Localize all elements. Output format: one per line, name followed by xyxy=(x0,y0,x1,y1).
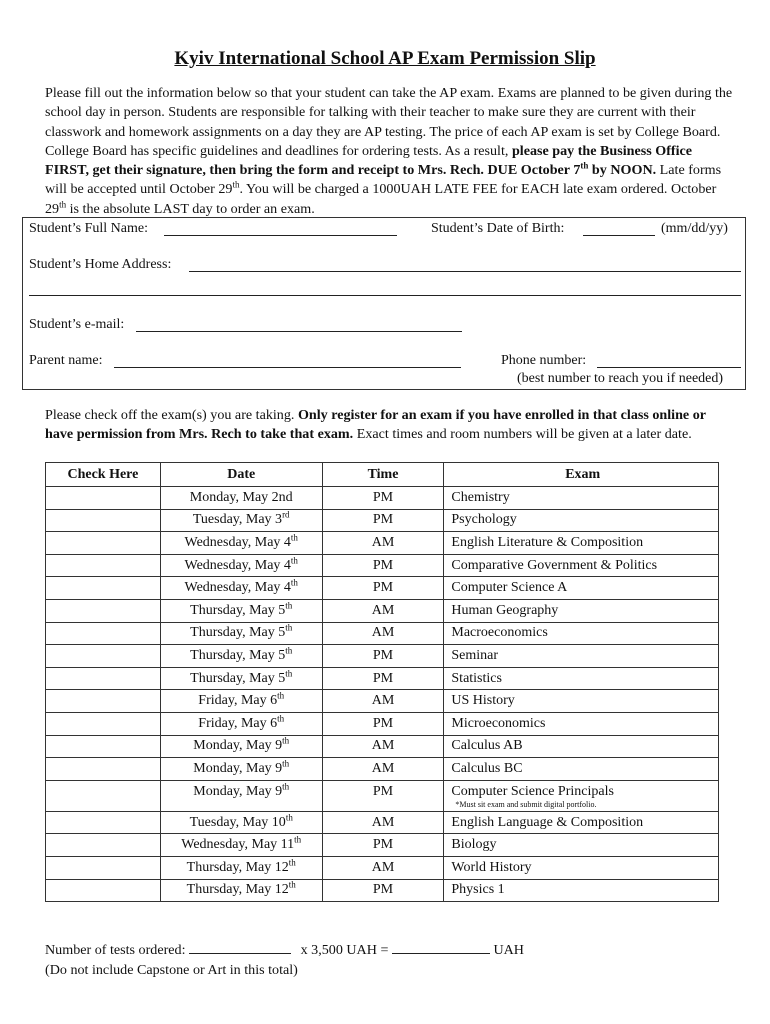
exam-cell xyxy=(444,599,719,622)
time-cell: AM xyxy=(322,758,444,781)
exam-cell xyxy=(444,577,719,600)
date-cell xyxy=(160,758,322,781)
intro-text-2: Late forms will be accepted until October 29 xyxy=(45,162,722,198)
date-cell xyxy=(160,622,322,645)
exam-instructions-text-1: Please check off the exam(s) you are taking. xyxy=(45,407,298,423)
intro-bold-sup: th xyxy=(580,160,589,171)
table-row xyxy=(46,712,719,735)
header-check-here: Check Here xyxy=(46,463,161,487)
exam-cell xyxy=(444,667,719,690)
price-multiplier: x 3,500 UAH = xyxy=(300,942,389,958)
check-cell[interactable] xyxy=(46,487,161,510)
date-text: Monday, May 2nd xyxy=(189,489,293,505)
check-cell[interactable] xyxy=(46,712,161,735)
header-time: Time xyxy=(322,463,444,487)
intro-paragraph xyxy=(45,84,735,219)
exam-cell xyxy=(444,780,719,811)
tests-ordered-label: Number of tests ordered: xyxy=(45,942,186,958)
exam-cell xyxy=(444,622,719,645)
tests-ordered-note: (Do not include Capstone or Art in this total) xyxy=(45,962,298,978)
date-ordinal: th xyxy=(282,781,290,792)
exam-cell xyxy=(444,532,719,555)
time-cell: PM xyxy=(322,509,444,532)
check-cell[interactable] xyxy=(46,645,161,668)
exam-table-body xyxy=(46,487,719,902)
time-cell: AM xyxy=(322,622,444,645)
check-cell[interactable] xyxy=(46,577,161,600)
date-text: Monday, May 9 xyxy=(193,760,283,776)
exam-instructions-text-2: Exact times and room numbers will be given at a later date. xyxy=(353,426,692,443)
phone-field[interactable] xyxy=(597,367,741,368)
footer xyxy=(45,940,524,980)
full-name-field[interactable] xyxy=(164,235,397,236)
exam-table xyxy=(45,462,719,902)
date-cell xyxy=(160,856,322,879)
total-currency: UAH xyxy=(493,942,524,958)
table-row xyxy=(46,622,719,645)
exam-name: World History xyxy=(451,859,532,875)
parent-name-field[interactable] xyxy=(114,367,461,368)
address-field-line-2[interactable] xyxy=(29,295,741,296)
table-header-row xyxy=(46,463,719,487)
date-cell xyxy=(160,577,322,600)
page-title: Kyiv International School AP Exam Permission Slip xyxy=(174,48,596,69)
date-ordinal: th xyxy=(282,735,290,746)
date-text: Tuesday, May 10 xyxy=(189,814,286,830)
time-cell: AM xyxy=(322,599,444,622)
check-cell[interactable] xyxy=(46,667,161,690)
table-row xyxy=(46,834,719,857)
exam-name: US History xyxy=(451,693,515,709)
intro-bold-deadline: by NOON. xyxy=(588,162,657,179)
table-row xyxy=(46,645,719,668)
date-cell xyxy=(160,735,322,758)
tests-ordered-field[interactable] xyxy=(189,940,291,954)
date-text: Thursday, May 5 xyxy=(190,602,286,618)
time-cell: PM xyxy=(322,780,444,811)
check-cell[interactable] xyxy=(46,554,161,577)
exam-name: English Literature & Composition xyxy=(451,534,644,550)
exam-name: Computer Science Principals xyxy=(451,783,614,799)
address-label: Student’s Home Address: xyxy=(29,257,172,272)
full-name-label: Student’s Full Name: xyxy=(29,221,148,236)
date-cell xyxy=(160,645,322,668)
date-ordinal: th xyxy=(285,622,293,633)
intro-bold-instructions: please pay the Business Office FIRST, get their signature, then bring the form and receipt to Mrs. Rech. DUE October 7 xyxy=(45,142,693,179)
time-cell: PM xyxy=(322,667,444,690)
date-cell xyxy=(160,811,322,834)
exam-name: Comparative Government & Politics xyxy=(451,557,658,573)
dob-label: Student’s Date of Birth: xyxy=(431,221,565,236)
table-row xyxy=(46,690,719,713)
date-cell xyxy=(160,780,322,811)
exam-cell xyxy=(444,879,719,902)
exam-cell xyxy=(444,811,719,834)
time-cell: PM xyxy=(322,834,444,857)
check-cell[interactable] xyxy=(46,622,161,645)
exam-name: Seminar xyxy=(451,647,499,663)
date-text: Thursday, May 5 xyxy=(190,670,286,686)
parent-name-label: Parent name: xyxy=(29,353,103,368)
date-cell xyxy=(160,554,322,577)
date-ordinal: th xyxy=(285,811,293,822)
time-cell: PM xyxy=(322,577,444,600)
table-row xyxy=(46,509,719,532)
time-cell: PM xyxy=(322,487,444,510)
check-cell[interactable] xyxy=(46,811,161,834)
exam-cell xyxy=(444,712,719,735)
exam-name: Macroeconomics xyxy=(451,625,548,641)
date-cell xyxy=(160,509,322,532)
date-text: Wednesday, May 4 xyxy=(184,534,291,550)
exam-name: Chemistry xyxy=(451,489,510,505)
time-cell: AM xyxy=(322,856,444,879)
student-info-box xyxy=(22,217,746,390)
exam-cell xyxy=(444,856,719,879)
table-row xyxy=(46,554,719,577)
exam-name: Computer Science A xyxy=(451,580,568,596)
date-ordinal: rd xyxy=(282,509,290,520)
exam-cell xyxy=(444,735,719,758)
date-ordinal: th xyxy=(285,645,293,656)
date-ordinal: th xyxy=(290,577,298,588)
phone-label: Phone number: xyxy=(501,353,587,368)
date-ordinal: th xyxy=(285,600,293,611)
time-cell: AM xyxy=(322,735,444,758)
check-cell[interactable] xyxy=(46,780,161,811)
date-cell xyxy=(160,487,322,510)
date-text: Monday, May 9 xyxy=(193,783,283,799)
check-cell[interactable] xyxy=(46,834,161,857)
exam-name: English Language & Composition xyxy=(451,814,644,830)
date-text: Wednesday, May 4 xyxy=(184,580,291,596)
check-cell[interactable] xyxy=(46,509,161,532)
date-text: Thursday, May 12 xyxy=(186,859,289,875)
exam-cell xyxy=(444,758,719,781)
check-cell[interactable] xyxy=(46,690,161,713)
table-row xyxy=(46,599,719,622)
table-row xyxy=(46,780,719,811)
exam-cell xyxy=(444,487,719,510)
date-ordinal: th xyxy=(285,667,293,678)
address-field[interactable] xyxy=(189,271,741,272)
exam-name: Human Geography xyxy=(451,602,559,618)
email-field[interactable] xyxy=(136,331,462,332)
date-text: Monday, May 9 xyxy=(193,738,283,754)
date-text: Friday, May 6 xyxy=(198,715,278,731)
table-row xyxy=(46,758,719,781)
date-ordinal: th xyxy=(277,690,285,701)
table-row xyxy=(46,735,719,758)
exam-name: Biology xyxy=(451,837,497,853)
date-ordinal: th xyxy=(288,857,296,868)
email-label: Student’s e-mail: xyxy=(29,317,125,332)
exam-name: Calculus BC xyxy=(451,760,523,776)
table-row xyxy=(46,856,719,879)
date-text: Wednesday, May 4 xyxy=(184,557,291,573)
date-ordinal: th xyxy=(282,758,290,769)
exam-cell xyxy=(444,509,719,532)
date-ordinal: th xyxy=(290,532,298,543)
date-cell xyxy=(160,532,322,555)
total-field[interactable] xyxy=(392,940,490,954)
table-row xyxy=(46,532,719,555)
header-date: Date xyxy=(160,463,322,487)
table-row xyxy=(46,667,719,690)
exam-instructions xyxy=(45,406,735,445)
dob-format: (mm/dd/yy) xyxy=(661,221,728,236)
time-cell: PM xyxy=(322,554,444,577)
check-cell[interactable] xyxy=(46,532,161,555)
intro-text-3: . You will be charged a 1000UAH LATE FEE for EACH late exam ordered. October 29 xyxy=(45,181,717,217)
date-cell xyxy=(160,667,322,690)
check-cell[interactable] xyxy=(46,599,161,622)
intro-text-1: Please fill out the information below so that your student can take the AP exam. Exams are planned to be given during the school day in person. Students are responsible for talking with their teacher to make sure they are current with their classwork and homework assignments on a day they are AP testing. The price of each AP exam is set by College Board. College Board has specific guidelines and deadlines for ordering tests. As a result, xyxy=(45,85,733,159)
phone-note: (best number to reach you if needed) xyxy=(517,371,724,386)
date-text: Thursday, May 5 xyxy=(190,625,286,641)
intro-sup-2: th xyxy=(232,179,240,190)
table-row xyxy=(46,487,719,510)
table-row xyxy=(46,577,719,600)
exam-name: Psychology xyxy=(451,512,517,528)
tests-ordered-line xyxy=(45,940,524,960)
date-ordinal: th xyxy=(277,713,285,724)
check-cell[interactable] xyxy=(46,735,161,758)
exam-cell xyxy=(444,645,719,668)
date-cell xyxy=(160,712,322,735)
exam-name: Statistics xyxy=(451,670,502,686)
table-row xyxy=(46,811,719,834)
check-cell[interactable] xyxy=(46,758,161,781)
check-cell[interactable] xyxy=(46,879,161,902)
intro-sup-3: th xyxy=(59,199,67,210)
exam-name: Physics 1 xyxy=(451,882,505,898)
exam-cell xyxy=(444,554,719,577)
exam-note: *Must sit exam and submit digital portfolio. xyxy=(455,799,597,809)
time-cell: AM xyxy=(322,690,444,713)
exam-cell xyxy=(444,690,719,713)
date-text: Thursday, May 5 xyxy=(190,647,286,663)
intro-text-4: is the absolute LAST day to order an exam. xyxy=(66,200,315,217)
exam-cell xyxy=(444,834,719,857)
time-cell: AM xyxy=(322,532,444,555)
time-cell: PM xyxy=(322,879,444,902)
date-text: Wednesday, May 11 xyxy=(181,837,295,853)
date-text: Tuesday, May 3 xyxy=(192,512,283,528)
table-row xyxy=(46,879,719,902)
date-ordinal: th xyxy=(294,834,302,845)
date-cell xyxy=(160,834,322,857)
date-cell xyxy=(160,599,322,622)
header-exam: Exam xyxy=(444,463,719,487)
date-text: Friday, May 6 xyxy=(198,693,278,709)
date-cell xyxy=(160,879,322,902)
check-cell[interactable] xyxy=(46,856,161,879)
exam-instructions-bold: Only register for an exam if you have enrolled in that class online or have permission from Mrs. Rech to take that exam. xyxy=(45,407,706,443)
exam-name: Microeconomics xyxy=(451,715,546,731)
time-cell: PM xyxy=(322,712,444,735)
time-cell: AM xyxy=(322,811,444,834)
dob-field[interactable] xyxy=(583,235,655,236)
date-text: Thursday, May 12 xyxy=(186,882,289,898)
date-cell xyxy=(160,690,322,713)
exam-name: Calculus AB xyxy=(451,738,523,754)
time-cell: PM xyxy=(322,645,444,668)
date-ordinal: th xyxy=(288,879,296,890)
date-ordinal: th xyxy=(290,554,298,565)
